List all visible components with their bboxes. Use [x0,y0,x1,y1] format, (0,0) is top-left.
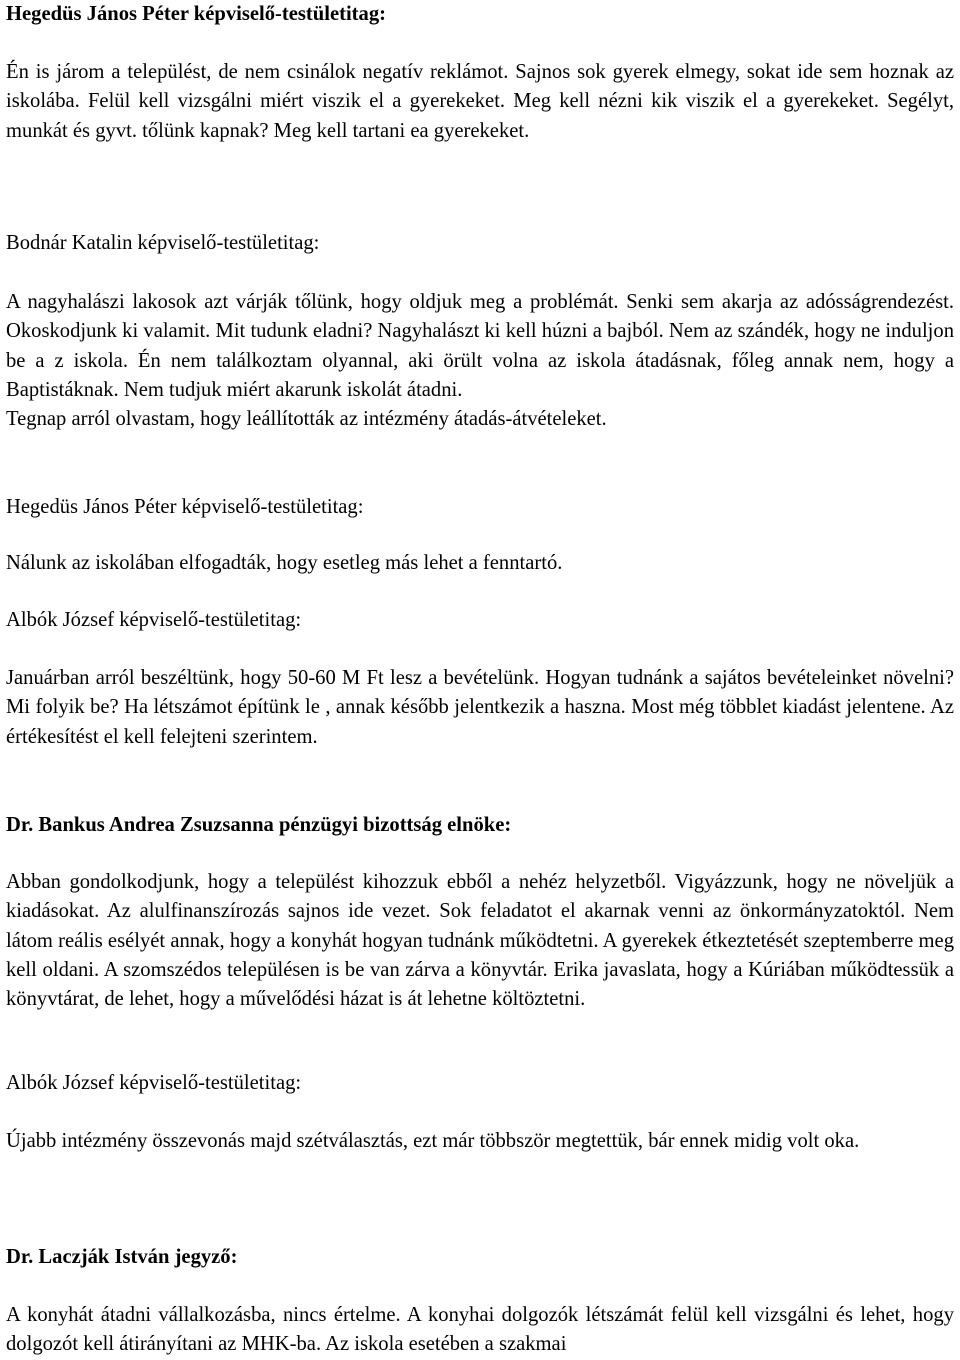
speaker-heading: Hegedüs János Péter képviselő-testületitag: [6,496,364,518]
paragraph: Januárban arról beszéltünk, hogy 50-60 M Ft lesz a bevételünk. Hogyan tudnánk a sajátos bevételeinket növelni? Mi folyik be? Ha létszámot építünk le , annak később jelentkezik a haszna. Most még többlet kiadást jelentene. Az értékesítést el kell felejteni szerintem. [6,667,954,748]
paragraph: Én is járom a települést, de nem csinálok negatív reklámot. Sajnos sok gyerek elmegy, sokat ide sem hoznak az iskolába. Felül kell vizsgálni miért viszik el a gyerekeket. Meg kell nézni kik viszik el a gyerekeket. Segélyt, munkát és gyvt. tőlünk kapnak? Meg kell tartani ea gyerekeket. [6,61,954,142]
speaker-heading: Hegedüs János Péter képviselő-testületitag: [6,3,386,25]
speaker-heading: Dr. Laczják István jegyző: [6,1246,238,1268]
paragraph: A nagyhalászi lakosok azt várják tőlünk, hogy oldjuk meg a problémát. Senki sem akarja az adósságrendezést. Okoskodjunk ki valamit. Mit tudunk eladni? Nagyhalászt ki kell húzni a bajból. Nem az szándék, hogy ne induljon be a z iskola. Én nem találkoztam olyannal, aki örült volna az iskola átadásnak, főleg annak nem, hogy a Baptistáknak. Nem tudjuk miért akarunk iskolát átadni. [6,291,954,401]
paragraph: Nálunk az iskolában elfogadták, hogy esetleg más lehet a fenntartó. [6,552,563,574]
speech-text [6,1127,954,1156]
speech-text [6,288,954,434]
speech-text [6,1301,954,1360]
speech-text [6,58,954,146]
paragraph: A konyhát átadni vállalkozásba, nincs értelme. A konyhai dolgozók létszámát felül kell vizsgálni és lehet, hogy dolgozót kell átirányítani az MHK-ba. Az iskola esetében a szakmai [6,1304,954,1356]
speech-text [6,664,954,752]
paragraph: Abban gondolkodjunk, hogy a települést kihozzuk ebből a nehéz helyzetből. Vigyázzunk, hogy ne növeljük a kiadásokat. Az alulfinanszírozás sajnos ide vezet. Sok feladatot el akarnak venni az önkormányzatoktól. Nem látom reális esélyét annak, hogy a konyhát hogyan tudnánk működtetni. A gyerekek étkeztetését szeptemberre meg kell oldani. A szomszédos településen is be van zárva a könyvtár. Erika javaslata, hogy a Kúriában működtessük a könyvtárat, de lehet, hogy a művelődési házat is át lehetne költöztetni. [6,871,954,1011]
paragraph: Újabb intézmény összevonás majd szétválasztás, ezt már többször megtettük, bár ennek midig volt oka. [6,1130,860,1152]
speech-text [6,549,954,578]
paragraph: Tegnap arról olvastam, hogy leállították az intézmény átadás-átvételeket. [6,408,607,431]
speaker-heading: Bodnár Katalin képviselő-testületitag: [6,232,320,254]
speaker-heading: Albók József képviselő-testületitag: [6,1072,302,1094]
speech-text [6,868,954,1014]
speaker-heading: Dr. Bankus Andrea Zsuzsanna pénzügyi bizottság elnöke: [6,814,512,836]
speaker-heading: Albók József képviselő-testületitag: [6,609,302,631]
